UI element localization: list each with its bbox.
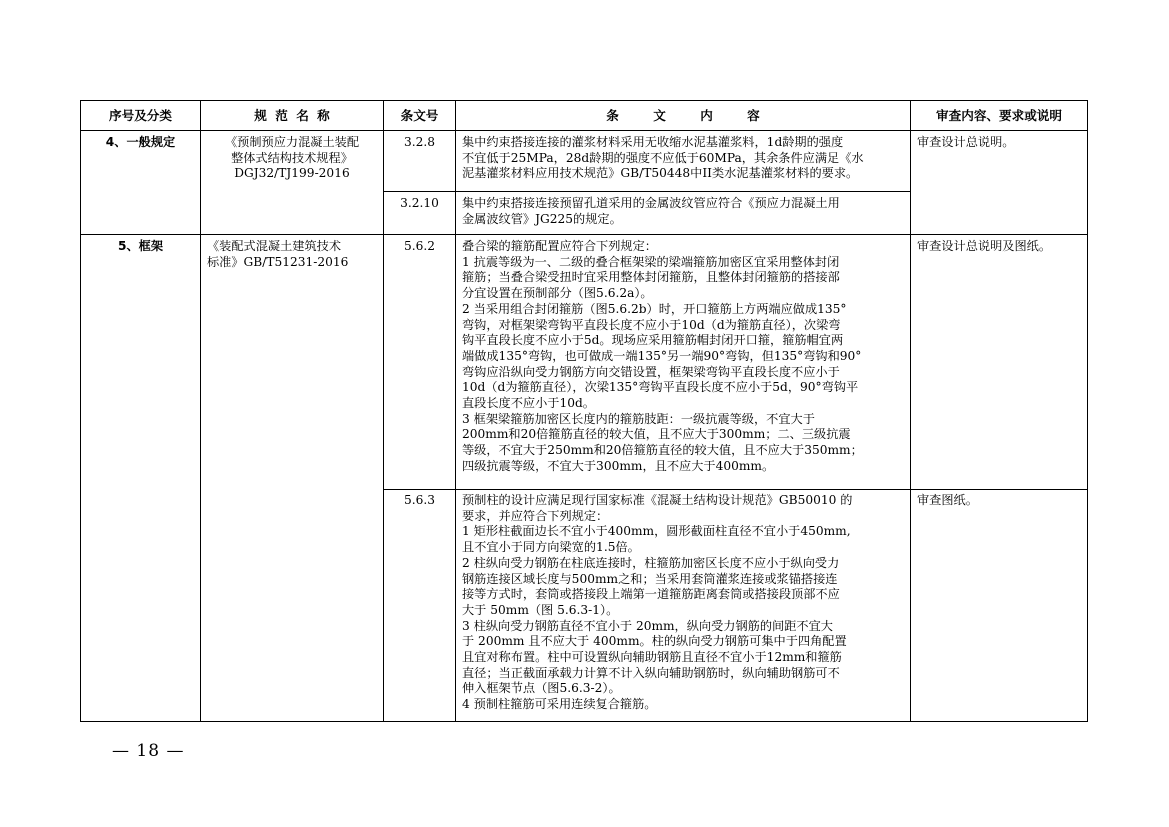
clause-line: 且不宜小于同方向梁宽的1.5倍。 <box>462 540 640 555</box>
clause-line: 钩平直段长度不应小于5d。现场应采用箍筋帽封闭开口箍，箍筋帽宜两 <box>462 333 844 348</box>
clause-line: 10d（d为箍筋直径），次梁135°弯钩平直段长度不应小于5d，90°弯钩平 <box>462 380 859 395</box>
category-frame: 5、框架 <box>117 239 164 253</box>
clause-line: 弯钩，对框架梁弯钩平直段长度不应小于10d（d为箍筋直径），次梁弯 <box>462 317 841 332</box>
clause-line: 1 抗震等级为一、二级的叠合框架梁的梁端箍筋加密区宜采用整体封闭 <box>462 254 840 269</box>
clause-number: 3.2.8 <box>403 135 435 149</box>
clause-line: 3 框架梁箍筋加密区长度内的箍筋肢距：一级抗震等级，不宜大于 <box>462 411 815 426</box>
header-clause-content: 条 文 内 容 <box>606 108 760 123</box>
clause-line: 接等方式时，套筒或搭接段上端第一道箍筋距离套筒或搭接段顶部不应 <box>462 587 840 602</box>
clause-content <box>462 196 908 227</box>
clause-number: 3.2.10 <box>400 196 439 210</box>
standard-line: 《装配式混凝土建筑技术 <box>207 239 342 253</box>
clause-line: 等级，不宜大于250mm和20倍箍筋直径的较大值，且不应大于350mm； <box>462 443 863 458</box>
clause-line: 直段长度不应小于10d。 <box>462 396 595 411</box>
clause-line: 直径；当正截面承载力计算不计入纵向辅助钢筋时，纵向辅助钢筋可不 <box>462 665 840 680</box>
clause-line: 端做成135°弯钩，也可做成一端135°另一端90°弯钩，但135°弯钩和90° <box>462 348 862 363</box>
clause-line: 箍筋；当叠合梁受扭时宜采用整体封闭箍筋，且整体封闭箍筋的搭接部 <box>462 270 840 285</box>
header-review-notes: 审查内容、要求或说明 <box>936 108 1062 123</box>
standard-name <box>201 135 383 182</box>
clause-line: 200mm和20倍箍筋直径的较大值，且不应大于300mm；二、三级抗震 <box>462 427 851 442</box>
standard-line: DGJ32/TJ199-2016 <box>234 166 350 181</box>
clause-line: 3 柱纵向受力钢筋直径不宜小于 20mm，纵向受力钢筋的间距不宜大 <box>462 618 833 633</box>
clause-number: 5.6.3 <box>403 493 435 507</box>
row-divider-328 <box>383 191 911 192</box>
row-divider-562 <box>383 489 1087 490</box>
clause-line: 1 矩形柱截面边长不宜小于400mm，圆形截面柱直径不宜小于450mm, <box>462 524 851 539</box>
review-note: 审查图纸。 <box>917 493 978 507</box>
clause-line: 预制柱的设计应满足现行国家标准《混凝土结构设计规范》GB50010 的 <box>462 493 853 507</box>
clause-line: 泥基灌浆材料应用技术规范》GB/T50448中II类水泥基灌浆材料的要求。 <box>462 166 859 181</box>
clause-line: 于 200mm 且不应大于 400mm。柱的纵向受力钢筋可集中于四角配置 <box>462 634 847 649</box>
col-divider-1 <box>200 101 201 721</box>
clause-line: 大于 50mm（图 5.6.3-1）。 <box>462 602 619 617</box>
header-standard-name: 规 范 名 称 <box>254 108 330 123</box>
clause-line: 钢筋连接区域长度与500mm之和；当采用套筒灌浆连接或浆锚搭接连 <box>462 571 838 586</box>
standard-line: 整体式结构技术规程》 <box>231 150 353 165</box>
clause-line: 弯钩应沿纵向受力钢筋方向交错设置，框架梁弯钩平直段长度不应小于 <box>462 364 840 379</box>
review-table <box>80 100 1088 722</box>
clause-line: 2 柱纵向受力钢筋在柱底连接时，柱箍筋加密区长度不应小于纵向受力 <box>462 555 840 570</box>
col-divider-2 <box>383 101 384 721</box>
clause-line: 分宜设置在预制部分（图5.6.2a）。 <box>462 286 653 301</box>
clause-line: 四级抗震等级，不宜大于300mm，且不应大于400mm。 <box>462 458 775 473</box>
clause-line: 不宜低于25MPa，28d龄期的强度不应低于60MPa，其余条件应满足《水 <box>462 150 864 165</box>
standard-line: 《预制预应力混凝土装配 <box>224 135 360 149</box>
col-divider-3 <box>455 101 456 721</box>
standard-name <box>207 239 381 270</box>
review-note: 审查设计总说明及图纸。 <box>917 239 1052 253</box>
clause-line: 集中约束搭接连接的灌浆材料采用无收缩水泥基灌浆料，1d龄期的强度 <box>462 135 844 149</box>
clause-content <box>462 239 908 475</box>
clause-line: 2 当采用组合封闭箍筋（图5.6.2b）时，开口箍筋上方两端应做成135° <box>462 301 847 316</box>
standard-line: 标准》GB/T51231-2016 <box>207 254 349 269</box>
clause-content <box>462 135 908 182</box>
header-seq-category: 序号及分类 <box>109 108 172 123</box>
clause-content <box>462 493 908 713</box>
clause-line: 金属波纹管》JG225的规定。 <box>462 211 622 226</box>
clause-line: 要求，并应符合下列规定： <box>462 508 609 523</box>
clause-line: 且宜对称布置。柱中可设置纵向辅助钢筋且直径不宜小于12mm和箍筋 <box>462 650 842 665</box>
col-divider-4 <box>910 101 911 721</box>
review-note: 审查设计总说明。 <box>917 135 1015 149</box>
header-clause-number: 条文号 <box>400 108 439 123</box>
clause-line: 4 预制柱箍筋可采用连续复合箍筋。 <box>462 697 657 712</box>
clause-line: 集中约束搭接连接预留孔道采用的金属波纹管应符合《预应力混凝土用 <box>462 196 840 210</box>
page-number: — 18 — <box>112 741 185 761</box>
row-divider-section <box>81 234 1087 235</box>
clause-line: 伸入框架节点（图5.6.3-2）。 <box>462 681 621 696</box>
category-general: 4、一般规定 <box>105 135 176 149</box>
clause-line: 叠合梁的箍筋配置应符合下列规定： <box>462 239 657 253</box>
clause-number: 5.6.2 <box>403 239 435 253</box>
